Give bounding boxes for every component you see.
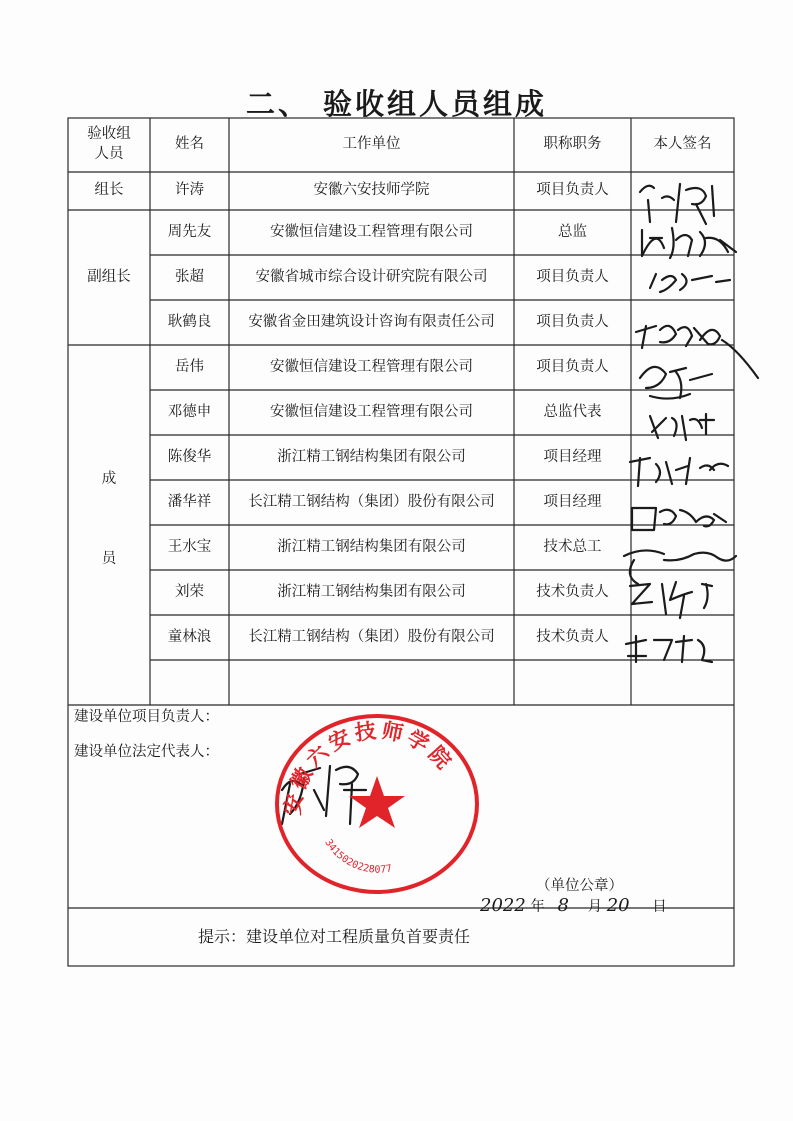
project-lead-label: 建设单位项目负责人： — [74, 709, 219, 725]
date-day: 20 — [606, 895, 630, 916]
signature-stroke — [650, 414, 714, 440]
row-name: 童林浪 — [167, 628, 212, 645]
date-day-unit: 日 — [652, 899, 667, 915]
role-leader: 组长 — [94, 182, 124, 199]
hint-text: 提示：建设单位对工程质量负首要责任 — [198, 927, 471, 947]
signature-stroke — [640, 367, 712, 399]
date-month: 8 — [557, 895, 569, 916]
signature-stroke — [630, 582, 712, 618]
row-position: 项目经理 — [543, 493, 602, 510]
row-unit: 安徽省金田建筑设计咨询有限责任公司 — [248, 313, 495, 330]
seal-label: （单位公章） — [536, 878, 623, 894]
date-year: 2022 — [480, 895, 526, 916]
row-name: 张超 — [175, 268, 204, 285]
signature-stroke — [640, 184, 714, 224]
official-seal — [270, 712, 484, 896]
row-position: 总监代表 — [543, 403, 602, 420]
row-position: 项目经理 — [543, 448, 602, 465]
page-title: 二、 验收组人员组成 — [245, 87, 548, 121]
row-name: 周先友 — [167, 223, 212, 240]
row-position: 技术负责人 — [536, 583, 609, 600]
row-name: 陈俊华 — [167, 448, 212, 465]
row-position: 项目负责人 — [536, 182, 609, 199]
row-position: 技术总工 — [543, 538, 602, 555]
row-unit: 长江精工钢结构（集团）股份有限公司 — [248, 493, 495, 510]
header-name: 姓名 — [175, 136, 204, 153]
row-unit: 安徽恒信建设工程管理有限公司 — [270, 403, 473, 420]
signature-stroke — [632, 508, 726, 530]
row-name: 耿鹤良 — [167, 313, 212, 330]
row-position: 项目负责人 — [536, 358, 609, 375]
header-signature: 本人签名 — [653, 136, 712, 153]
signature-stroke — [650, 274, 730, 292]
row-position: 项目负责人 — [536, 313, 609, 330]
row-unit: 安徽省城市综合设计研究院有限公司 — [255, 268, 488, 285]
seal-star-icon — [349, 776, 405, 828]
row-unit: 安徽恒信建设工程管理有限公司 — [270, 223, 473, 240]
row-unit: 长江精工钢结构（集团）股份有限公司 — [248, 628, 495, 645]
legal-rep-label: 建设单位法定代表人： — [74, 744, 219, 760]
row-name: 刘荣 — [175, 583, 204, 600]
row-unit: 浙江精工钢结构集团有限公司 — [277, 448, 466, 465]
seal-code: 3415020228077 — [322, 837, 393, 876]
row-unit: 浙江精工钢结构集团有限公司 — [277, 538, 466, 555]
seal-text: 安徽六安技师学院 — [279, 717, 460, 817]
row-unit: 浙江精工钢结构集团有限公司 — [277, 583, 466, 600]
signature-stroke — [624, 550, 736, 584]
row-name: 许涛 — [175, 182, 204, 199]
row-name: 邓德申 — [167, 403, 212, 420]
row-unit: 安徽六安技师学院 — [313, 182, 430, 199]
date-year-unit: 年 — [530, 899, 545, 915]
row-position: 技术负责人 — [536, 628, 609, 645]
signature-stroke — [636, 326, 758, 378]
signature-stroke — [630, 458, 728, 486]
date-month-unit: 月 — [587, 899, 603, 915]
role-members-b: 员 — [101, 551, 117, 568]
row-name: 王水宝 — [167, 538, 212, 555]
header-group-role: 验收组 人员 — [87, 126, 131, 162]
row-name: 潘华祥 — [167, 493, 212, 510]
role-deputy: 副组长 — [87, 268, 131, 285]
row-position: 总监 — [558, 223, 587, 240]
row-position: 项目负责人 — [536, 268, 609, 285]
svg-text:3415020228077 — [322, 838, 393, 876]
header-position: 职称职务 — [543, 136, 602, 153]
role-members-a: 成 — [101, 471, 117, 488]
header-unit: 工作单位 — [342, 136, 401, 153]
row-name: 岳伟 — [175, 358, 204, 375]
signature-stroke — [626, 636, 712, 662]
signature-stroke — [642, 228, 736, 258]
row-unit: 安徽恒信建设工程管理有限公司 — [270, 358, 473, 375]
